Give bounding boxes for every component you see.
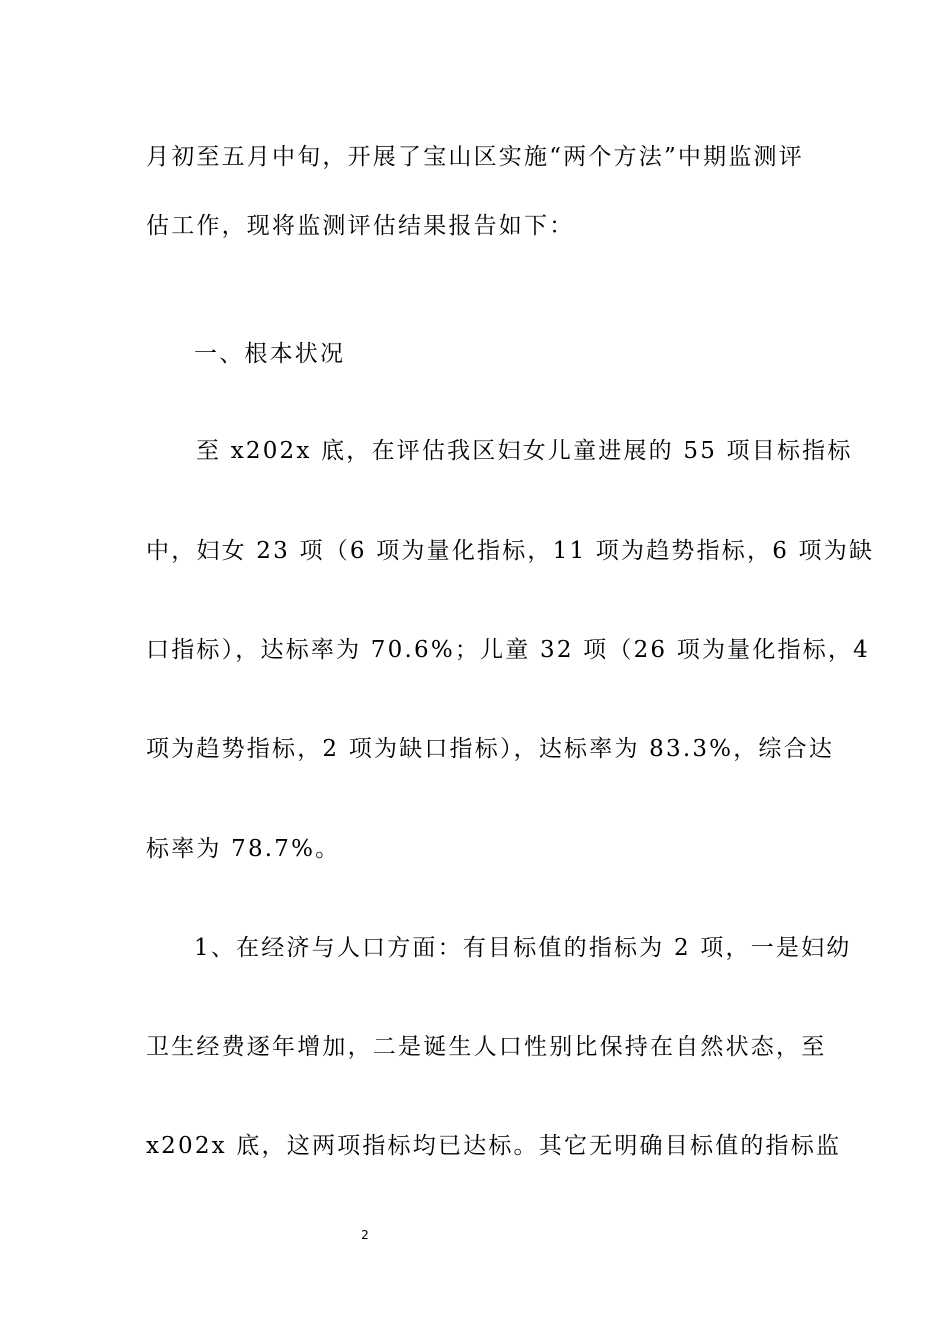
paragraph-line: 估工作，现将监测评估结果报告如下：: [146, 213, 575, 239]
paragraph-line: 项为趋势指标，2 项为缺口指标），达标率为 83.3%，综合达: [146, 736, 835, 762]
paragraph-line: x202x 底，这两项指标均已达标。其它无明确目标值的指标监: [146, 1133, 842, 1159]
paragraph-line: 标率为 78.7%。: [146, 836, 341, 862]
paragraph-line: 月初至五月中旬，开展了宝山区实施“两个方法”中期监测评: [146, 144, 804, 170]
page-number: 2: [361, 1228, 369, 1242]
paragraph-line: 1、在经济与人口方面：有目标值的指标为 2 项，一是妇幼: [194, 935, 852, 961]
section-heading: 一、根本状况: [194, 341, 346, 367]
paragraph-line: 至 x202x 底，在评估我区妇女儿童进展的 55 项目标指标: [196, 438, 853, 464]
paragraph-line: 卫生经费逐年增加，二是诞生人口性别比保持在自然状态，至: [146, 1034, 827, 1060]
paragraph-line: 中，妇女 23 项（6 项为量化指标，11 项为趋势指标，6 项为缺: [146, 538, 875, 564]
paragraph-line: 口指标），达标率为 70.6%；儿童 32 项（26 项为量化指标，4: [146, 637, 870, 663]
